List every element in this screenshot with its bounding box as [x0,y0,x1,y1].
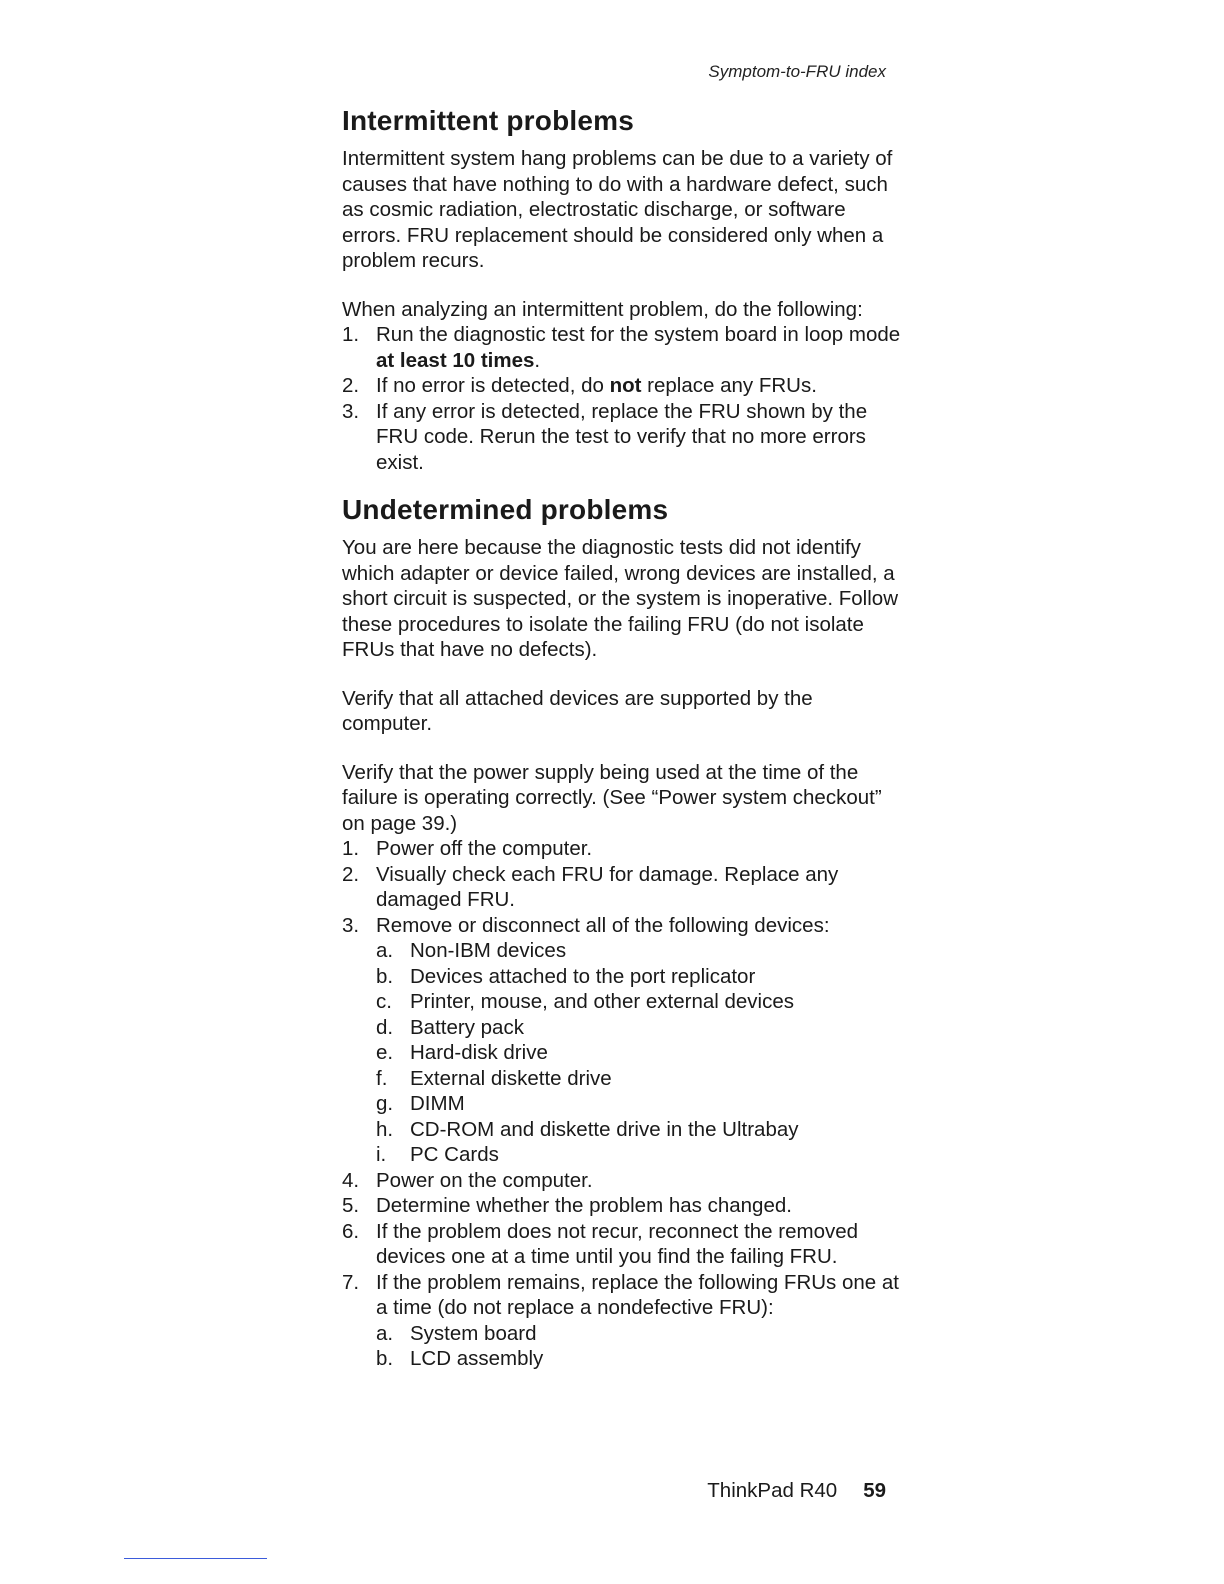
running-header: Symptom-to-FRU index [708,62,886,81]
step-text: Determine whether the problem has changed. [376,1194,792,1217]
step-text: Run the diagnostic test for the system board in loop mode [376,323,901,346]
list-item [376,1066,902,1092]
list-item [376,1117,902,1143]
step-text: Visually check each FRU for damage. Replace any damaged FRU. [376,862,839,911]
step-number: 2. [342,374,360,397]
step-text: Power off the computer. [376,837,593,860]
page-content [342,104,902,1372]
step-text: If the problem remains, replace the following FRUs one at a time (do not replace a nondefective FRU): [376,1270,900,1319]
list-item [376,1142,902,1168]
step-text-end: replace any FRUs. [641,374,817,397]
list-item [342,836,902,862]
step-number: 5. [342,1194,360,1217]
item-text: Hard-disk drive [410,1041,548,1064]
list-item [376,1040,902,1066]
list-item [376,1091,902,1117]
list-item [342,322,902,373]
item-text: Non-IBM devices [410,939,567,962]
section-title-undetermined: Undetermined problems [342,494,669,525]
step-number: 4. [342,1168,360,1192]
list-item [376,1346,902,1372]
fru-list [376,1321,902,1372]
item-letter: i. [376,1143,387,1166]
item-text: System board [410,1321,537,1345]
list-item [376,1015,902,1041]
list-item [342,1219,902,1270]
item-text: LCD assembly [410,1347,544,1370]
list-item [342,1193,902,1219]
step-number: 3. [342,399,360,423]
undetermined-steps [342,836,902,1372]
list-item [376,989,902,1015]
item-letter: d. [376,1015,394,1039]
undetermined-verify-power: Verify that the power supply being used at the time of the failure is operating correctly. (See “Power system checkout” on page 39.) [342,760,882,835]
undetermined-verify-devices: Verify that all attached devices are supported by the computer. [342,686,813,735]
list-item [342,399,902,476]
step-text: If the problem does not recur, reconnect the removed devices one at a time until you find the failing FRU. [376,1219,859,1268]
list-item [342,913,902,1168]
undetermined-intro: You are here because the diagnostic tests did not identify which adapter or device failed, wrong devices are installed, a short circuit is suspected, or the system is inoperative. Follow these procedures to isolate the failing FRU (do not isolate FRUs that have no defects). [342,536,898,661]
step-emphasis: at least 10 times [376,348,535,372]
step-number: 3. [342,913,360,937]
list-item [376,1321,902,1347]
intermittent-steps [342,322,902,475]
item-letter: c. [376,990,392,1013]
step-number: 7. [342,1270,360,1294]
list-item [342,373,902,399]
step-number: 1. [342,837,360,860]
list-item [342,1168,902,1194]
list-item [342,862,902,913]
step-text: Power on the computer. [376,1168,593,1192]
step-number: 2. [342,862,360,886]
item-letter: a. [376,1321,394,1345]
item-text: Devices attached to the port replicator [410,964,756,988]
intermittent-instruction: When analyzing an intermittent problem, do the following: [342,297,863,321]
step-text: If no error is detected, do [376,374,610,397]
device-list [376,938,902,1168]
item-letter: b. [376,964,394,988]
intermittent-intro: Intermittent system hang problems can be due to a variety of causes that have nothing to do with a hardware defect, such as cosmic radiation, electrostatic discharge, or software errors. FRU replacement should be considered only when a problem recurs. [342,147,893,272]
list-item [376,938,902,964]
step-emphasis: not [609,374,642,397]
step-number: 6. [342,1219,360,1243]
item-letter: f. [376,1066,388,1090]
item-text: DIMM [410,1092,465,1115]
item-text: Printer, mouse, and other external devices [410,990,795,1013]
item-text: CD-ROM and diskette drive in the Ultrabay [410,1117,799,1141]
section-title-intermittent: Intermittent problems [342,105,635,136]
product-name: ThinkPad R40 [707,1479,838,1502]
footnote-rule [124,1558,267,1559]
step-text: If any error is detected, replace the FRU shown by the FRU code. Rerun the test to verify that no more errors exist. [376,399,868,474]
page-number: 59 [863,1479,886,1502]
step-number: 1. [342,323,360,346]
item-letter: a. [376,939,394,962]
list-item [342,1270,902,1372]
item-text: Battery pack [410,1015,524,1039]
step-text: Remove or disconnect all of the following devices: [376,913,830,937]
item-text: PC Cards [410,1143,499,1166]
step-text-end: . [534,348,541,372]
item-letter: e. [376,1041,394,1064]
item-letter: g. [376,1092,394,1115]
item-text: External diskette drive [410,1066,612,1090]
page-footer [600,1479,886,1503]
list-item [376,964,902,990]
item-letter: h. [376,1117,394,1141]
item-letter: b. [376,1347,394,1370]
